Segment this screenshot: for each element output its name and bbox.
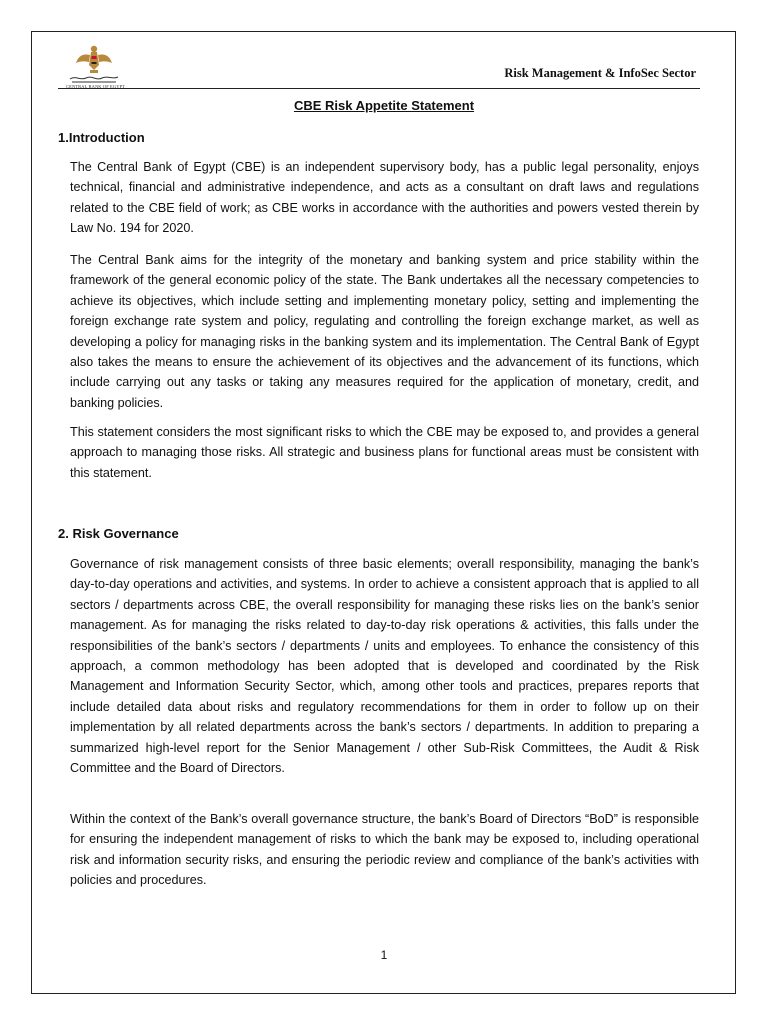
- governance-paragraph-1: Governance of risk management consists of three basic elements; overall responsibility, managing the bank’s day-to-day operations and activities, and systems. In order to achieve a consistent approach that is applied to all sectors / departments across CBE, the overall responsibility for managing these risks lies on the bank’s senior management. As for managing the risks related to day-to-day risk operations & activities, this falls under the responsibilities of the bank’s sectors / departments / units and employees. To enhance the consistency of this approach, a common methodology has been adopted that is developed and coordinated by the Risk Management and Information Security Sector, which, among other tools and practices, prepares reports that include detailed data about risks and regulatory recommendations for them in order to follow up on their implementation by all related departments across the bank’s sectors / departments. In addition to preparing a summarized high-level report for the Senior Management / other Sub-Risk Committees, the Audit & Risk Committee and the Board of Directors.: [70, 557, 699, 776]
- page-number: 1: [380, 948, 388, 962]
- intro-paragraph-1: The Central Bank of Egypt (CBE) is an independent supervisory body, has a public legal personality, enjoys technical, financial and administrative independence, and acts as a consultant on draft laws and regulations related to the CBE field of work; as CBE works in accordance with the authorities and powers vested therein by Law No. 194 for 2020.: [70, 160, 699, 236]
- document-title: CBE Risk Appetite Statement: [293, 98, 475, 113]
- intro-paragraph-2: The Central Bank aims for the integrity of the monetary and banking system and price stability within the framework of the general economic policy of the state. The Bank undertakes all the necessary competencies to achieve its objectives, which include setting and implementing monetary policy, setting and implementing the foreign exchange rate system and policy, regulating and controlling the foreign exchange market, as well as developing a policy for managing risks in the banking system and its implementation. The Central Bank of Egypt also takes the means to ensure the achievement of its objectives and the advancement of its functions, which include carrying out any tasks or taking any measures required for the application of monetary, credit, and banking policies.: [70, 253, 699, 410]
- section-heading-risk-governance: 2. Risk Governance: [58, 526, 179, 541]
- governance-paragraph-2: Within the context of the Bank’s overall governance structure, the bank’s Board of Directors “BoD” is responsible for ensuring the independent management of risks to which the bank may be exposed to, including operational risk and information security risks, and ensuring the periodic review and compliance of the bank’s activities with policies and procedures.: [70, 812, 699, 888]
- header-divider: [58, 88, 700, 89]
- intro-paragraph-3: This statement considers the most significant risks to which the CBE may be exposed to, and provides a general approach to managing those risks. All strategic and business plans for functional areas must be consistent with this statement.: [70, 425, 699, 480]
- section-heading-introduction: 1.Introduction: [58, 130, 145, 145]
- logo-caption: CENTRAL BANK OF EGYPT: [66, 84, 126, 89]
- sector-title: Risk Management & InfoSec Sector: [504, 66, 696, 80]
